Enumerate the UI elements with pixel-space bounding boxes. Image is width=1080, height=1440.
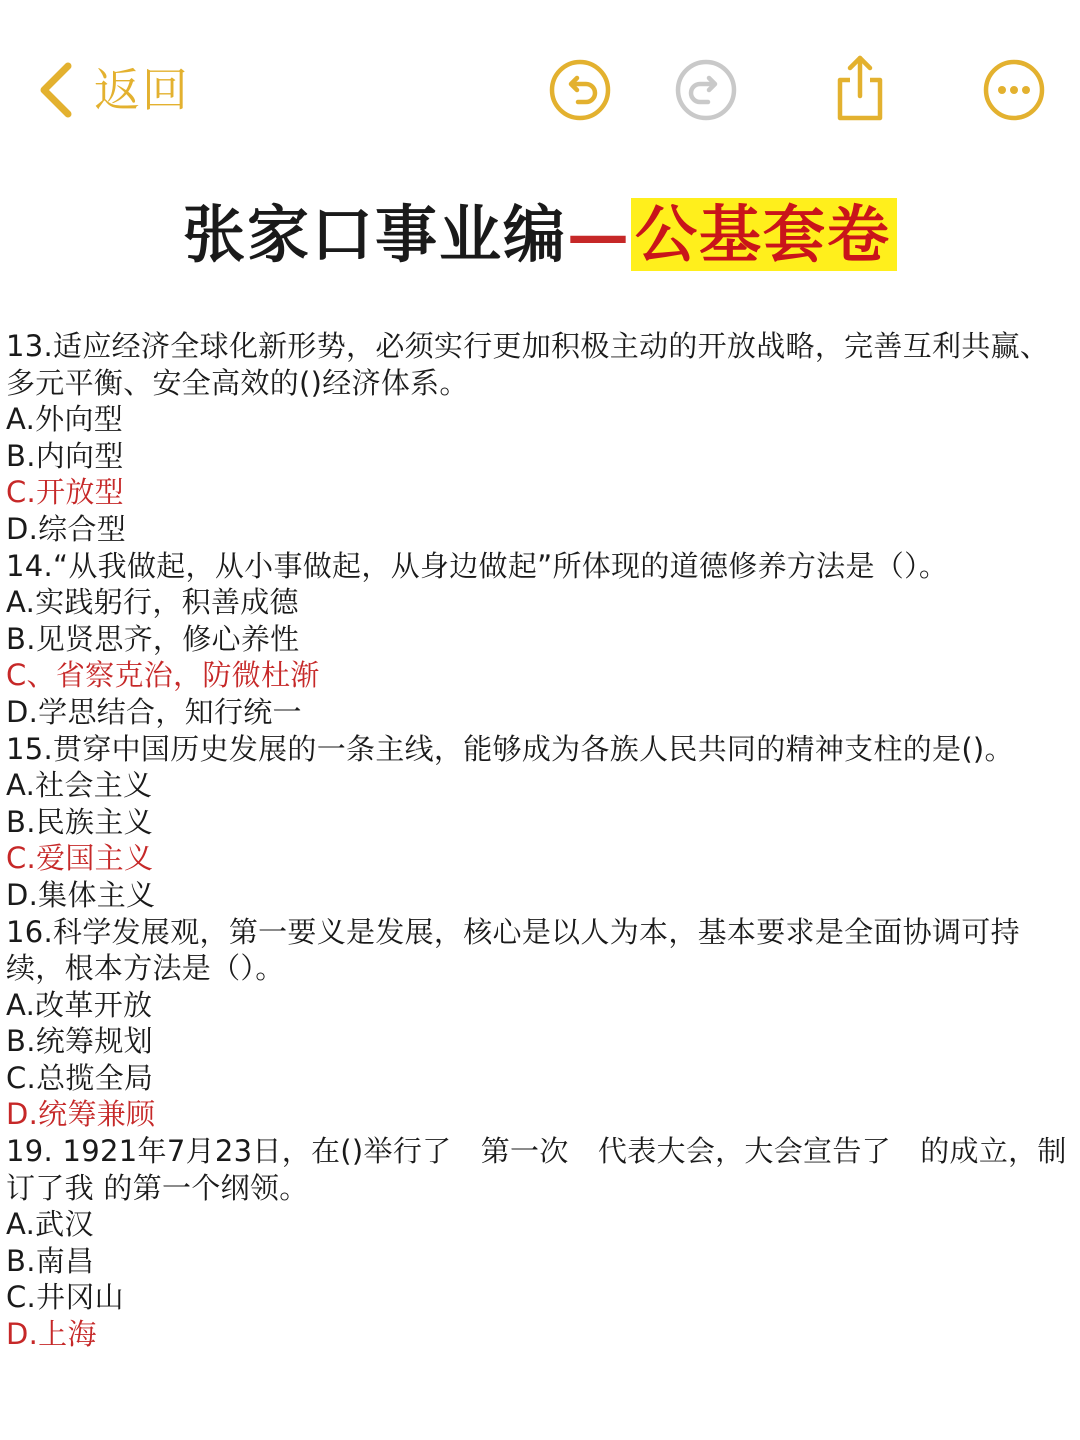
undo-button[interactable] [548, 58, 612, 122]
option-item: A.外向型 [6, 402, 124, 437]
question-block [6, 731, 1072, 914]
option-item: A.实践躬行，积善成德 [6, 585, 299, 620]
question-block [6, 914, 1072, 1134]
option-item: B.统筹规划 [6, 1024, 153, 1059]
share-icon [828, 52, 892, 124]
correct-option: C.爱国主义 [6, 841, 154, 876]
correct-option: D.统筹兼顾 [6, 1097, 156, 1132]
option-item: D.集体主义 [6, 877, 156, 912]
option-item: B.见贤思齐，修心养性 [6, 621, 300, 656]
top-toolbar [0, 0, 1080, 180]
more-button[interactable] [982, 58, 1046, 122]
share-button[interactable] [828, 52, 892, 116]
option-item: B.民族主义 [6, 804, 153, 839]
title-dash: — [567, 198, 631, 271]
redo-icon [674, 58, 738, 122]
question-stem: 19. 1921年7月23日，在()举行了 第一次 代表大会，大会宣告了 的成立，制订了我 的第一个纲领。 [6, 1134, 1067, 1205]
option-item: D.综合型 [6, 511, 127, 546]
option-item: B.内向型 [6, 438, 124, 473]
undo-icon [548, 58, 612, 122]
page-title [183, 192, 897, 278]
quiz-content [6, 328, 1072, 1353]
question-stem: 14.“从我做起，从小事做起，从身边做起”所体现的道德修养方法是（）。 [6, 548, 949, 583]
back-label: 返回 [94, 63, 190, 117]
back-button[interactable] [36, 58, 190, 122]
option-item: B.南昌 [6, 1243, 95, 1278]
option-item: C.井冈山 [6, 1280, 124, 1315]
question-block [6, 328, 1072, 548]
title-banner [0, 192, 1080, 278]
question-stem: 15.贯穿中国历史发展的一条主线，能够成为各族人民共同的精神支柱的是()。 [6, 731, 1014, 766]
option-item: C.总揽全局 [6, 1060, 154, 1095]
option-item: D.学思结合，知行统一 [6, 694, 302, 729]
correct-option: D.上海 [6, 1317, 97, 1352]
question-stem: 13.适应经济全球化新形势，必须实行更加积极主动的开放战略，完善互利共赢、多元平衡、安全高效的()经济体系。 [6, 329, 1050, 400]
question-stem: 16.科学发展观，第一要义是发展，核心是以人为本，基本要求是全面协调可持续，根本方法是（）。 [6, 914, 1020, 986]
title-highlight: 公基套卷 [631, 198, 897, 271]
option-item: A.改革开放 [6, 987, 153, 1022]
correct-option: C、省察克治，防微杜渐 [6, 658, 320, 693]
chevron-left-icon [36, 60, 76, 120]
option-item: A.社会主义 [6, 768, 153, 803]
question-block [6, 1133, 1072, 1353]
question-block [6, 548, 1072, 731]
option-item: A.武汉 [6, 1207, 94, 1242]
title-main: 张家口事业编 [182, 198, 567, 271]
correct-option: C.开放型 [6, 475, 124, 510]
more-icon [982, 58, 1046, 122]
redo-button[interactable] [674, 58, 738, 122]
